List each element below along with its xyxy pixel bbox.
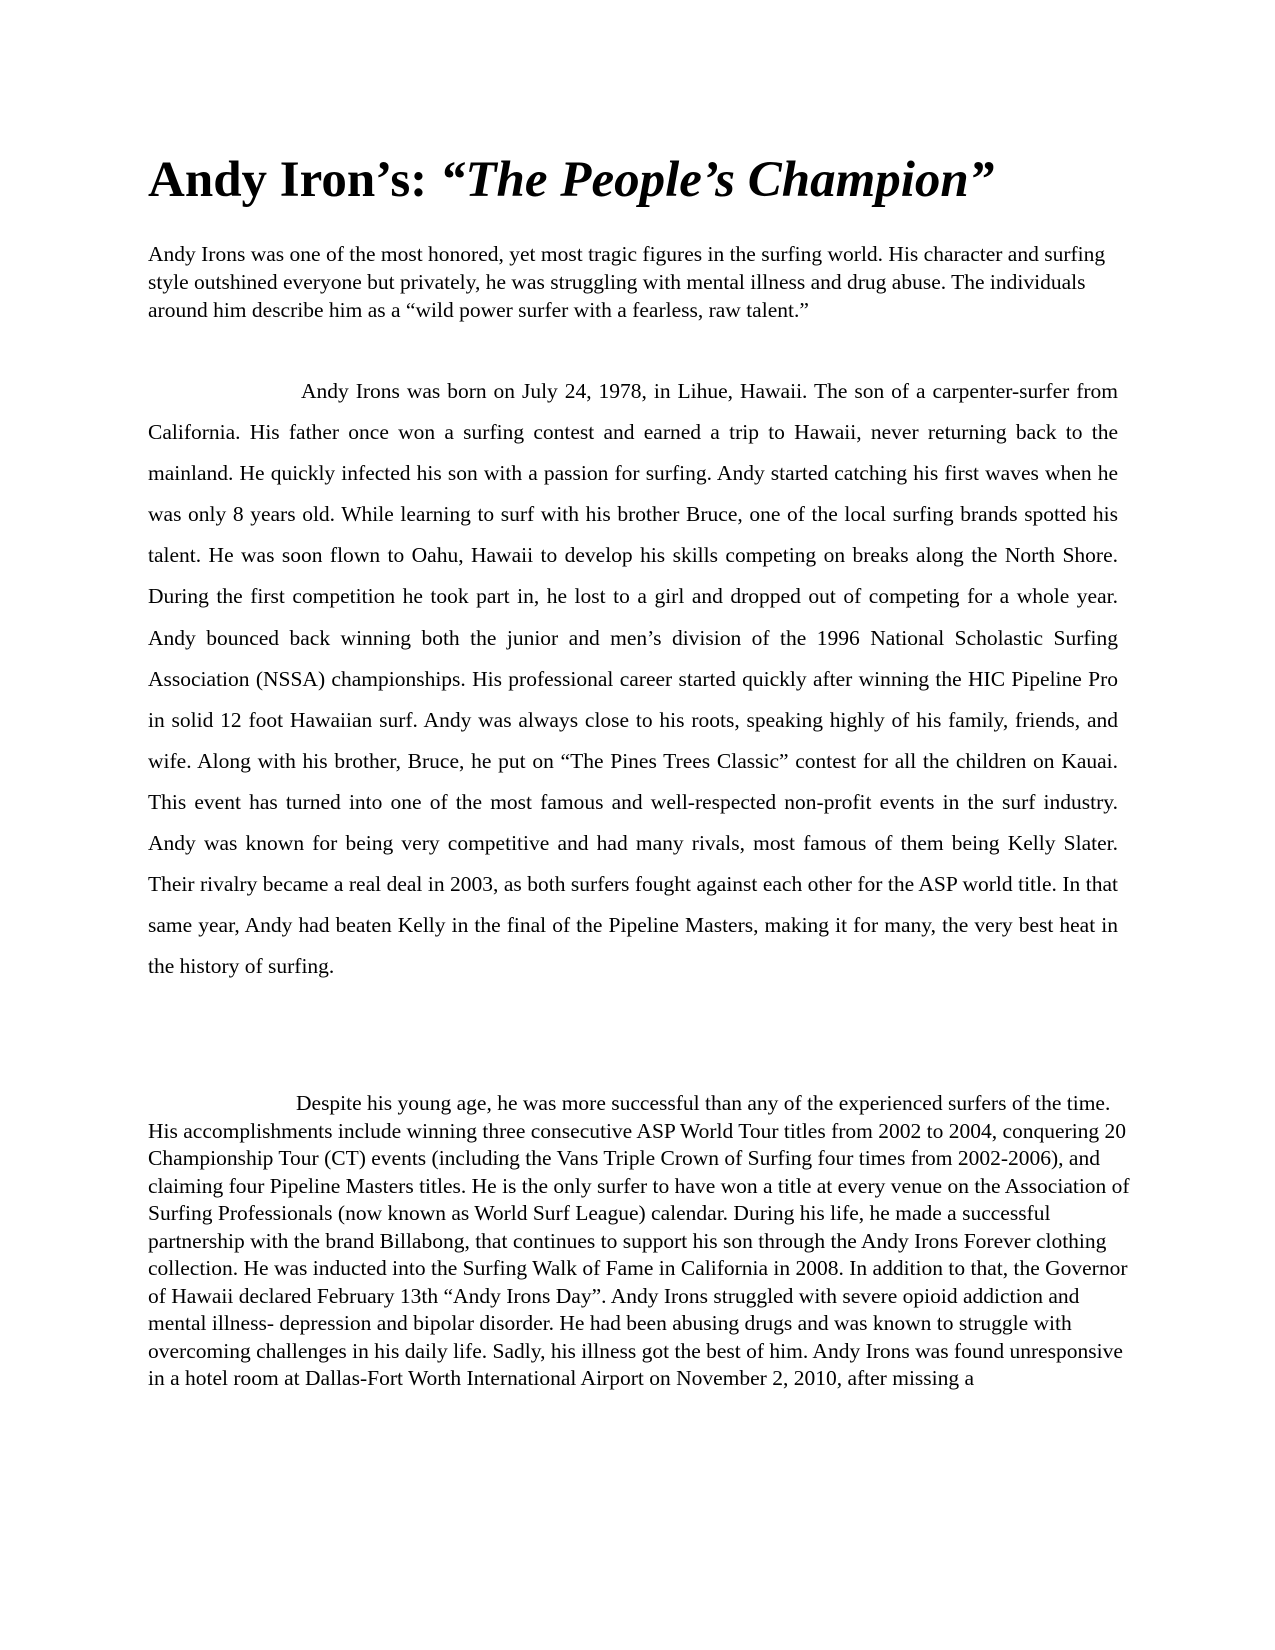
intro-paragraph: Andy Irons was one of the most honored, yet most tragic figures in the surfing world. His character and surfing style outshined everyone but privately, he was struggling with mental illness and drug abuse. The individuals around him describe him as a “wild power surfer with a fearless, raw talent.” xyxy=(148,242,1106,322)
body-paragraph-1: Andy Irons was born on July 24, 1978, in Lihue, Hawaii. The son of a carpenter-surfer from California. His father once won a surfing contest and earned a trip to Hawaii, never returning back to the mainland. He quickly infected his son with a passion for surfing. Andy started catching his first waves when he was only 8 years old. While learning to surf with his brother Bruce, one of the local surfing brands spotted his talent. He was soon flown to Oahu, Hawaii to develop his skills competing on breaks along the North Shore. During the first competition he took part in, he lost to a girl and dropped out of competing for a whole year. Andy bounced back winning both the junior and men’s division of the 1996 National Scholastic Surfing Association (NSSA) championships. His professional career started quickly after winning the HIC Pipeline Pro in solid 12 foot Hawaiian surf. Andy was always close to his roots, speaking highly of his family, friends, and wife. Along with his brother, Bruce, he put on “The Pines Trees Classic” contest for all the children on Kauai. This event has turned into one of the most famous and well-respected non-profit events in the surf industry. Andy was known for being very competitive and had many rivals, most famous of them being Kelly Slater. Their rivalry became a real deal in 2003, as both surfers fought against each other for the ASP world title. In that same year, Andy had beaten Kelly in the final of the Pipeline Masters, making it for many, the very best heat in the history of surfing. xyxy=(148,379,1118,979)
page-title xyxy=(148,150,1148,210)
body-paragraph-2: Despite his young age, he was more successful than any of the experienced surfers of the time. His accomplishments include winning three consecutive ASP World Tour titles from 2002 to 2004, conquering 20 Championship Tour (CT) events (including the Vans Triple Crown of Surfing four times from 2002-2006), and claiming four Pipeline Masters titles. He is the only surfer to have won a title at every venue on the Association of Surfing Professionals (now known as World Surf League) calendar. During his life, he made a successful partnership with the brand Billabong, that continues to support his son through the Andy Irons Forever clothing collection. He was inducted into the Surfing Walk of Fame in California in 2008. In addition to that, the Governor of Hawaii declared February 13th “Andy Irons Day”. Andy Irons struggled with severe opioid addiction and mental illness- depression and bipolar disorder. He had been abusing drugs and was known to struggle with overcoming challenges in his daily life. Sadly, his illness got the best of him. Andy Irons was found unresponsive in a hotel room at Dallas-Fort Worth International Airport on November 2, 2010, after missing a xyxy=(148,1091,1130,1390)
title-main: Andy Iron’s: xyxy=(148,152,440,208)
title-italic: “The People’s Champion” xyxy=(439,152,995,208)
